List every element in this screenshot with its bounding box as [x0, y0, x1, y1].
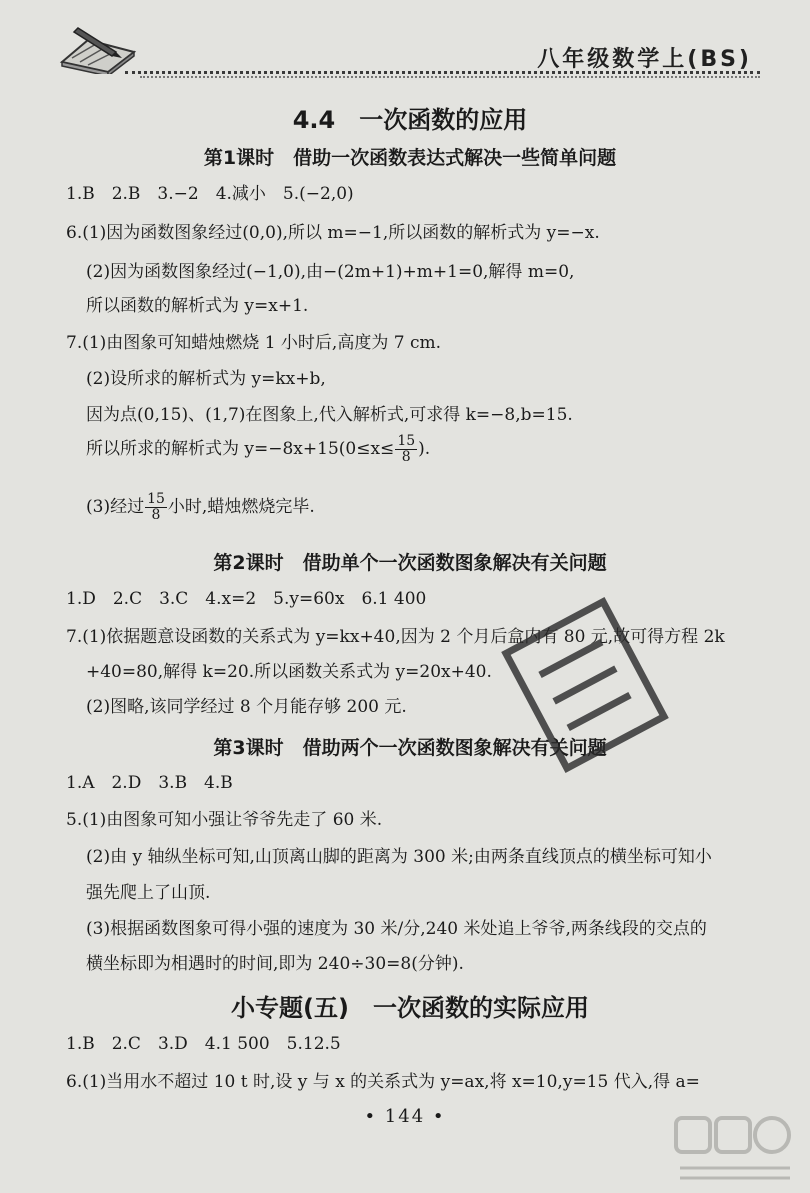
lesson-2-title: 第2课时 借助单个一次函数图象解决有关问题: [213, 552, 607, 574]
lesson-1-answers: 1.B 2.B 3.−2 4.减小 5.(−2,0): [66, 184, 354, 204]
fraction-denominator: 8: [151, 507, 161, 523]
lesson-3-q5-2b: 强先爬上了山顶.: [86, 883, 211, 903]
lesson-2-q7-2: (2)图略,该同学经过 8 个月能存够 200 元.: [86, 697, 407, 717]
topic-q6-1: 6.(1)当用水不超过 10 t 时,设 y 与 x 的关系式为 y=ax,将 x=10,y=15 代入,得 a=: [66, 1072, 700, 1092]
fraction-numerator: 15: [397, 433, 416, 450]
lesson-1-q6-1: 6.(1)因为函数图象经过(0,0),所以 m=−1,所以函数的解析式为 y=−x.: [66, 223, 600, 243]
topic-answers: 1.B 2.C 3.D 4.1 500 5.12.5: [66, 1034, 341, 1054]
lesson-2-answers: 1.D 2.C 3.C 4.x=2 5.y=60x 6.1 400: [66, 589, 427, 609]
watermark-logo-icon: [672, 1112, 797, 1184]
page-header: [0, 0, 810, 80]
ink-stamp-icon: [490, 580, 680, 790]
book-title: 八年级数学上(BS): [537, 47, 752, 72]
lesson-2-q7-1b: +40=80,解得 k=20.所以函数关系式为 y=20x+40.: [86, 662, 492, 682]
header-divider: [125, 71, 760, 74]
lesson-3-title: 第3课时 借助两个一次函数图象解决有关问题: [213, 737, 607, 759]
lesson-1-q7-2b: 因为点(0,15)、(1,7)在图象上,代入解析式,可求得 k=−8,b=15.: [86, 405, 573, 425]
lesson-1-q7-2c-end: ).: [418, 439, 431, 459]
lesson-1-q7-2a: (2)设所求的解析式为 y=kx+b,: [86, 369, 326, 389]
lesson-3-q5-3b: 横坐标即为相遇时的时间,即为 240÷30=8(分钟).: [86, 954, 464, 974]
lesson-3-q5-2a: (2)由 y 轴纵坐标可知,山顶离山脚的距离为 300 米;由两条直线顶点的横坐标可知小: [86, 847, 712, 867]
section-title: 4.4 一次函数的应用: [292, 106, 528, 134]
header-divider-secondary: [140, 76, 760, 78]
lesson-2-q7-1a: 7.(1)依据题意设函数的关系式为 y=kx+40,因为 2 个月后盒内有 80 元,故可得方程 2k: [66, 627, 725, 647]
lesson-1-q7-2c-text: 所以所求的解析式为 y=−8x+15(0≤x≤: [86, 439, 395, 459]
lesson-1-q6-2b: 所以函数的解析式为 y=x+1.: [86, 296, 309, 316]
lesson-3-answers: 1.A 2.D 3.B 4.B: [66, 773, 233, 793]
lesson-1-q7-3-text: (3)经过: [86, 497, 145, 517]
lesson-3-q5-3a: (3)根据函数图象可得小强的速度为 30 米/分,240 米处追上爷爷,两条线段的交点的: [86, 919, 707, 939]
lesson-1-title: 第1课时 借助一次函数表达式解决一些简单问题: [203, 147, 617, 169]
fraction: [395, 434, 417, 464]
lesson-1-q7-2c: [86, 434, 430, 465]
lesson-1-q7-1: 7.(1)由图象可知蜡烛燃烧 1 小时后,高度为 7 cm.: [66, 333, 441, 353]
lesson-1-q7-3: [86, 492, 315, 523]
book-pen-logo-icon: [58, 22, 138, 74]
lesson-1-q6-2a: (2)因为函数图象经过(−1,0),由−(2m+1)+m+1=0,解得 m=0,: [86, 262, 575, 282]
topic-title: 小专题(五) 一次函数的实际应用: [231, 994, 589, 1022]
lesson-1-q7-3-end: 小时,蜡烛燃烧完毕.: [167, 497, 315, 517]
fraction-numerator: 15: [147, 491, 165, 508]
lesson-3-q5-1: 5.(1)由图象可知小强让爷爷先走了 60 米.: [66, 810, 383, 830]
page-number: • 144 •: [364, 1106, 446, 1127]
fraction-denominator: 8: [401, 449, 411, 465]
fraction: [145, 492, 167, 522]
